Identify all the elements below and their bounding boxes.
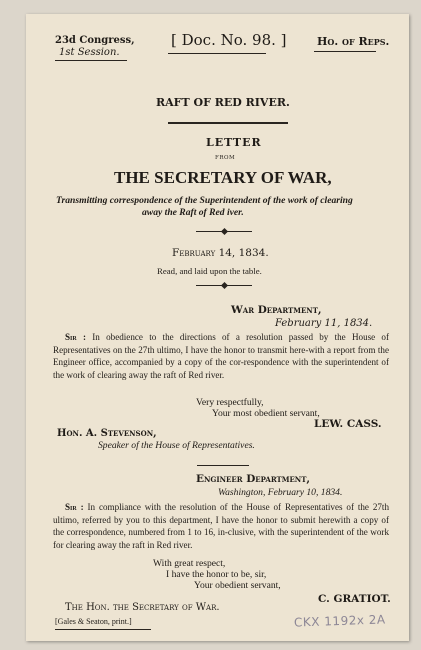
letter2-body-text: In compliance with the resolution of the House of Representatives of the 27th ultimo, referred by you to this department, I have the honor to submit herewith a copy of the correspondence, numbered from 1 to 16, in-clusive, with the superintendent of the work for clearing away the raft in Red river.	[53, 502, 389, 550]
letter1-body-text: In obedience to the directions of a resolution passed by the House of Representatives on the 27th ultimo, I have the honor to transmit here-with a report from the Engineer office, accompanied by a copy of the cor-respondence with the superintendent of the work of clearing away the raft of Red river.	[53, 332, 390, 380]
title-rule	[168, 122, 288, 124]
house-label: Ho. of Reps.	[317, 35, 390, 48]
letter1-body	[53, 331, 389, 381]
letter2-signature: C. GRATIOT.	[318, 593, 391, 605]
engineer-department-heading: Engineer Department,	[196, 473, 311, 485]
letter1-salutation: Sir :	[65, 332, 87, 342]
transmitting-line-2: away the Raft of Red iver.	[142, 207, 244, 218]
letter1-closing-2: Your most obedient servant,	[212, 408, 320, 419]
from-label: FROM	[215, 155, 236, 161]
filing-date: February 14, 1834.	[172, 247, 269, 259]
letter1-signature: LEW. CASS.	[314, 418, 382, 430]
catalog-stamp: CKX 1192x 2A	[293, 612, 386, 630]
war-department-heading: War Department,	[231, 304, 322, 316]
letter2-body	[53, 501, 389, 551]
section-divider	[197, 465, 249, 466]
subject-title: RAFT OF RED RIVER.	[156, 96, 290, 109]
session-underline	[55, 60, 127, 61]
letter2-salutation: Sir :	[65, 502, 84, 512]
letter1-addressee-title: Speaker of the House of Representatives.	[98, 440, 255, 451]
session-label: 1st Session.	[59, 47, 120, 58]
letter1-closing-1: Very respectfully,	[196, 397, 264, 408]
letter-heading: LETTER	[206, 136, 262, 149]
document-page	[26, 14, 409, 641]
secretary-title: THE SECRETARY OF WAR,	[114, 168, 332, 187]
letter2-closing-2: I have the honor to be, sir,	[166, 569, 267, 580]
letter2-closing-1: With great respect,	[153, 558, 226, 569]
ornament-divider	[196, 285, 252, 286]
filing-note: Read, and laid upon the table.	[157, 266, 262, 276]
ornament-divider	[196, 231, 252, 232]
house-underline	[314, 51, 376, 52]
transmitting-line-1: Transmitting correspondence of the Superintendent of the work of clearing	[56, 195, 353, 206]
congress-label: 23d Congress,	[55, 35, 135, 46]
printer-imprint: [Gales & Seaton, print.]	[55, 617, 132, 626]
letter1-addressee-name: Hon. A. Stevenson,	[57, 428, 157, 439]
letter2-addressee: The Hon. the Secretary of War.	[65, 602, 220, 613]
letter2-date: Washington, February 10, 1834.	[218, 487, 343, 498]
letter1-date: February 11, 1834.	[275, 318, 373, 329]
doc-number-underline	[168, 53, 266, 54]
printer-imprint-underline	[55, 629, 151, 630]
letter2-closing-3: Your obedient servant,	[194, 580, 281, 591]
doc-number: [ Doc. No. 98. ]	[171, 31, 287, 49]
